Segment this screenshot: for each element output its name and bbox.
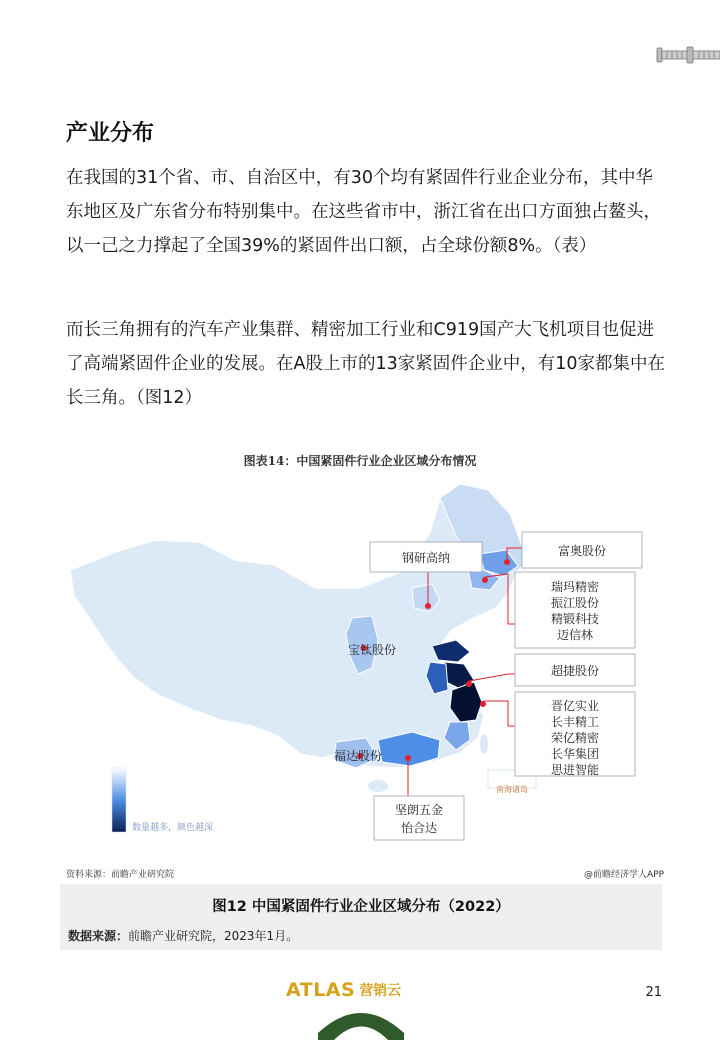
marker-yrd	[480, 701, 486, 707]
label-yrd-3: 荣亿精密	[550, 731, 600, 745]
brand-logo-text: ATLAS	[286, 979, 356, 1001]
label-yrd-5: 思进智能	[550, 763, 600, 777]
chart-title: 图表14：中国紧固件行业企业区域分布情况	[243, 454, 477, 468]
marker-gangyan	[425, 603, 431, 609]
marker-chaojie	[466, 681, 472, 687]
label-liaoning-3: 精锻科技	[550, 612, 600, 626]
label-south-1: 坚朗五金	[394, 803, 444, 817]
paragraph-distribution: 在我国的31个省、市、自治区中，有30个均有紧固件行业企业分布，其中华东地区及广东省分布特别集中。在这些省市中，浙江省在出口方面独占鳌头，以一己之力撑起了全国39%的紧固件出口额，占全球份额8%。（表）	[66, 168, 661, 256]
figure-caption-title: 图12 中国紧固件行业企业区域分布（2022）	[212, 899, 510, 915]
paragraph-yangtze-delta: 而长三角拥有的汽车产业集群、精密加工行业和C919国产大飞机项目也促进了高端紧固件企业的发展。在A股上市的13家紧固件企业中，有10家都集中在长三角。（图12）	[66, 320, 666, 408]
legend-gradient	[112, 768, 126, 832]
china-region-map	[60, 470, 670, 870]
brand-sub-text: 营销云	[359, 983, 402, 999]
chart-source-right: @前瞻经济学人APP	[583, 870, 664, 880]
marker-fuao	[504, 559, 510, 565]
label-liaoning-2: 振江股份	[550, 596, 600, 610]
region-hainan	[368, 780, 388, 792]
inset-label: 南海诸岛	[496, 785, 528, 794]
label-yrd-4: 长华集团	[550, 747, 600, 761]
label-fuao: 富奥股份	[557, 544, 607, 558]
label-gangyan: 钢研高纳	[401, 551, 451, 565]
legend-text: 数量越多，颜色越深	[132, 822, 214, 832]
label-liaoning-4: 迈信林	[556, 628, 594, 642]
label-south-2: 怡合达	[400, 821, 438, 835]
label-baoti: 宝钛股份	[347, 643, 397, 657]
decorative-arch-icon	[318, 1003, 404, 1040]
caption-source-label: 数据来源：	[68, 929, 129, 943]
label-liaoning-1: 瑞玛精密	[550, 580, 600, 594]
atlas-brand-logo	[286, 975, 401, 1005]
label-yrd-1: 晋亿实业	[550, 699, 600, 713]
bolt-icon	[655, 44, 720, 66]
marker-liaoning	[482, 577, 488, 583]
caption-source-text: 前瞻产业研究院，2023年1月。	[128, 929, 299, 943]
label-yrd-2: 长丰精工	[550, 715, 600, 729]
chart-source-left: 资料来源：前瞻产业研究院	[66, 870, 175, 880]
section-heading: 产业分布	[66, 121, 155, 146]
page-number: 21	[645, 985, 662, 1000]
label-chaojie: 超捷股份	[550, 664, 600, 678]
figure-caption-source	[68, 927, 298, 944]
marker-south	[405, 755, 411, 761]
figure-caption-box	[60, 884, 662, 950]
label-fuda: 福达股份	[333, 749, 383, 763]
region-taiwan	[480, 734, 488, 754]
